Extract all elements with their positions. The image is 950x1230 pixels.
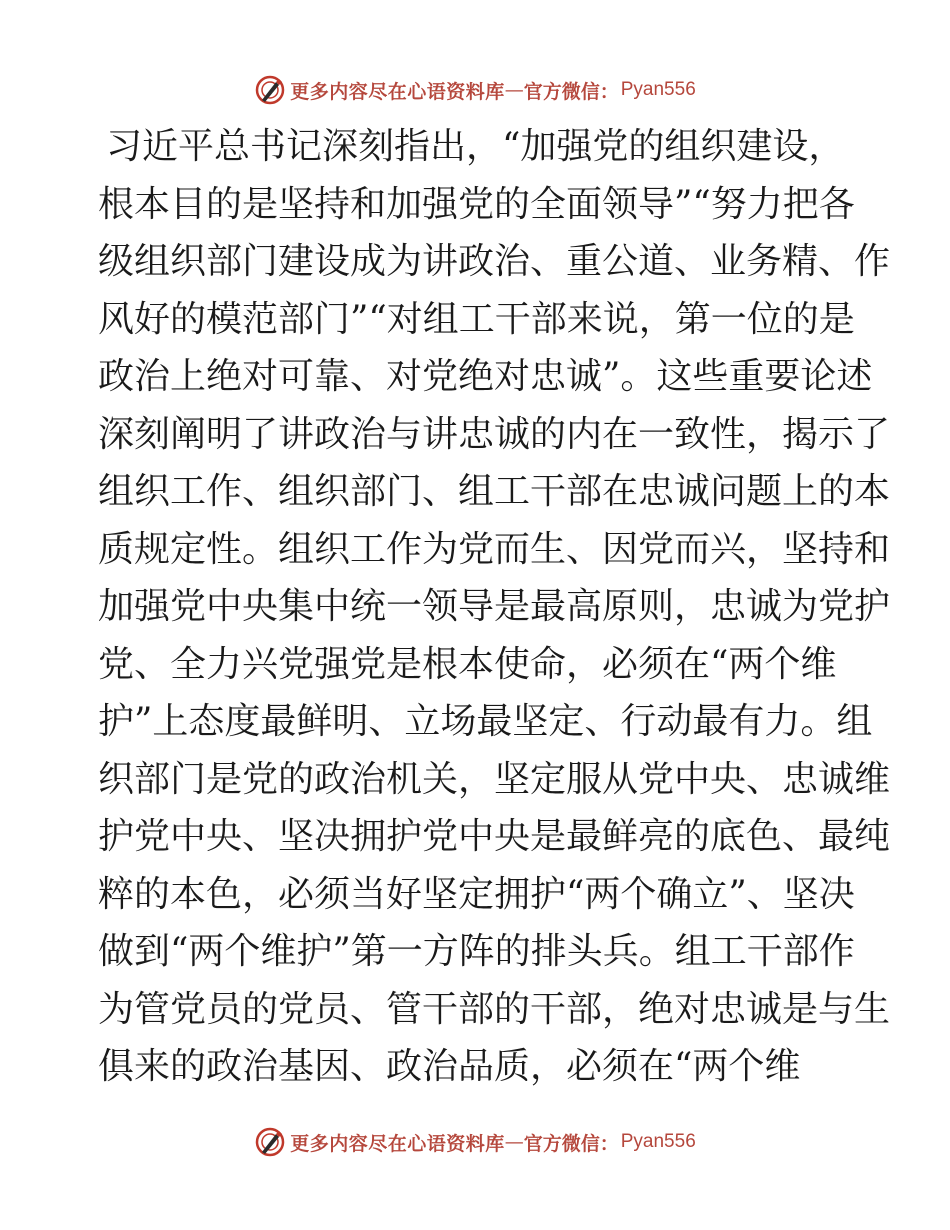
banner-dash: — — [504, 1131, 524, 1153]
text-line: 组织工作、组织部门、组工干部在忠诚问题上的本 — [98, 471, 891, 512]
banner-main-text: 更多内容尽在心语资料库 — [290, 1132, 505, 1155]
pen-logo-icon — [254, 1126, 286, 1158]
text-line: 深刻阐明了讲政治与讲忠诚的内在一致性，揭示了 — [98, 413, 891, 455]
text-line: 做到“两个维护”第一方阵的排头兵。组工干部作 — [98, 931, 855, 972]
text-line: 织部门是党的政治机关，坚定服从党中央、忠诚维 — [98, 758, 891, 800]
text-line: 护党中央、坚决拥护党中央是最鲜亮的底色、最纯 — [98, 816, 891, 857]
banner-label: 官方微信： — [523, 1132, 619, 1155]
banner-wechat-id: Pyan556 — [620, 79, 696, 100]
text-line: 党、全力兴党强党是根本使命，必须在“两个维 — [98, 643, 837, 685]
banner-label: 官方微信： — [523, 80, 619, 103]
text-line: 俱来的政治基因、政治品质，必须在“两个维 — [98, 1046, 801, 1087]
footer-banner — [0, 1122, 950, 1162]
text-line: 习近平总书记深刻指出，“加强党的组织建设， — [106, 126, 845, 167]
banner-wechat-id: Pyan556 — [620, 1131, 696, 1152]
text-line: 级组织部门建设成为讲政治、重公道、业务精、作 — [98, 241, 891, 282]
text-line: 护”上态度最鲜明、立场最坚定、行动最有力。组 — [98, 701, 873, 742]
pen-logo-icon — [254, 74, 286, 106]
text-line: 风好的模范部门”“对组工干部来说，第一位的是 — [98, 298, 855, 340]
header-banner — [0, 70, 950, 110]
text-line: 粹的本色，必须当好坚定拥护“两个确立”、坚决 — [98, 873, 855, 915]
text-line: 质规定性。组织工作为党而生、因党而兴，坚持和 — [98, 528, 891, 570]
text-line: 根本目的是坚持和加强党的全面领导”“努力把各 — [98, 183, 855, 225]
text-line: 加强党中央集中统一领导是最高原则，忠诚为党护 — [98, 586, 891, 627]
banner-dash: — — [504, 79, 524, 101]
body-paragraph — [98, 118, 891, 1096]
text-line: 为管党员的党员、管干部的干部，绝对忠诚是与生 — [98, 988, 891, 1030]
banner-main-text: 更多内容尽在心语资料库 — [290, 80, 505, 103]
text-line: 政治上绝对可靠、对党绝对忠诚”。这些重要论述 — [98, 356, 873, 397]
